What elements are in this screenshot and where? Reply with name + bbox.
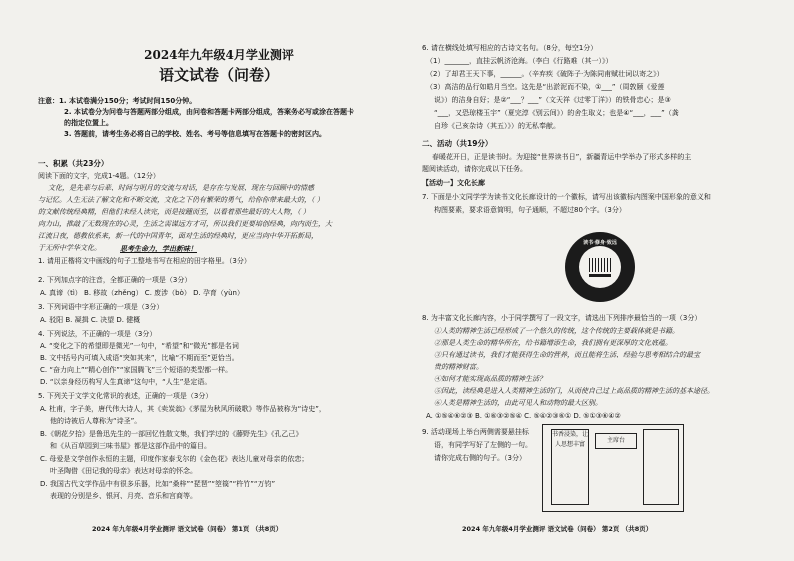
question-option: 和《从百草园到三味书屋》都是这部作品中的篇目。 — [50, 442, 211, 450]
sentence-option: ②那是人类生命的精华所在，给书籍增添生命，我们拥有更深厚的文化底蕴。 — [434, 339, 672, 347]
question-line: 4. 下列说法，不正确的一项是（3分） — [38, 330, 157, 338]
section-heading: 一、积累（共23分） — [38, 159, 109, 168]
reading-emblem-icon — [565, 232, 635, 302]
passage-line: 文化，是先辈与后辈、时间与明月的交流与对话，是存在与发展、现在与回顾中的情感 — [48, 184, 314, 192]
passage-line: 的文献传统经典精，但他们未经人读完，而是接踵而至，以看着那些最好的大人物，（ ） — [38, 208, 310, 216]
question-line: 1. 请用正楷将文中画线的句子工整地书写在相应的田字格里。（3分） — [38, 257, 251, 265]
note-line: 注意：1. 本试卷满分150分；考试时间150分钟。 — [38, 97, 197, 105]
passage-line: 向力山，推敲了无数现在的心灵，生活之需谋远方才可，所以我们更要培创经典，向内而生，大 — [38, 220, 332, 228]
sentence-option: 贵的精神财富。 — [434, 363, 483, 371]
question-line: 3. 下列词语中字形正确的一项是（3分） — [38, 303, 164, 311]
question-option: B. 文中括号内可填入成语“突如其来”，比喻“不期而至”更恰当。 — [40, 354, 239, 362]
question-option: C. 母爱是文学创作永恒的主题，印度作家泰戈尔的《金色花》表达儿童对母亲的依恋； — [40, 455, 309, 463]
sentence-option: ③只有通过读书，我们才能获得生命的营养，而且能将生活、经验与思考相结合的最宝 — [434, 351, 700, 359]
question-blank-line: （3）高洁的品行如皓月当空。这先是“出淤泥而不染，①___”（周敦颐《爱莲 — [426, 83, 665, 91]
emblem-center — [579, 246, 621, 288]
question-blank-line: 自珍《己亥杂诗（其五）》）的无私奉献。 — [434, 122, 560, 130]
activity-intro: 题阅读活动，请你完成以下任务。 — [422, 165, 527, 173]
sentence-option: ⑤因此，读经典是进入人类精神生活的门，从而使自己过上高品质的精神生活的基本途径。 — [434, 387, 714, 395]
open-book-icon — [589, 258, 611, 277]
question-option: A. 真谛（tì） B. 移故（zhěng） C. 废涉（bò） D. 孕育（yùn） — [40, 289, 244, 297]
activity-heading: 【活动一】文化长廊 — [422, 179, 485, 187]
question-line: 9. 活动现场上举台两侧需要悬挂标 — [422, 428, 529, 436]
exam-subtitle: 语文试卷（问卷） — [158, 66, 279, 84]
question-line: 6. 请在横线处填写相应的古诗文名句。（8分，每空1分） — [422, 44, 598, 52]
question-line: 8. 为丰富文化长廊内容，小于同学撰写了一段文字，请选出下列排序最恰当的一项（3分） — [422, 314, 702, 322]
question-option: D. “以亲身经历构写人生真谛”这句中，“人生”是定语。 — [40, 378, 212, 386]
question-blank-line: （1）_______，直挂云帆济沧海。（李白《行路难（其一）》） — [426, 57, 613, 65]
question-line: 语，有同学写好了左侧的一句。 — [434, 441, 532, 449]
couplet-right-blank[interactable] — [643, 429, 679, 505]
passage-intro: 阅读下面的文字，完成1-4题。（12分） — [38, 172, 160, 180]
question-option: C. “奋力向上”“精心创作”“家国腾飞”三个短语的类型都一样。 — [40, 366, 233, 374]
note-line: 3. 答题前，请考生务必将自己的学校、姓名、考号等信息填写在答题卡的密封区内。 — [64, 130, 326, 138]
right-page — [422, 0, 760, 561]
left-page — [38, 0, 400, 561]
question-blank-line: 说》）的洁身自好；是②“___？___”（文天祥《过零丁洋》）的铁骨忠心；是③ — [434, 96, 671, 104]
passage-underlined: 思考生命力，学出新味！ — [120, 244, 197, 253]
emblem-text: 读书·修身·致远 — [583, 240, 617, 246]
stage-label: 主席台 — [595, 433, 637, 449]
question-option: 表现的分别是乡、银河、月亮、音乐和宫商等。 — [50, 492, 197, 500]
passage-line: 于无所中学华文化。 — [38, 244, 101, 252]
section-heading: 二、活动（共19分） — [422, 139, 493, 148]
passage-line: 江流日夜，德教依系来，新一代的中国青年，面对生活的经典时，更应当向中华开拓新局， — [38, 232, 318, 240]
question-blank-line: “___，又恐琼楼玉宇”（夏完淳《别云间》）的舍生取义；也是④“___，___”（龚 — [434, 109, 679, 117]
sentence-option: ①人类的精神生活已经形成了一个悠久的传统，这个传统的主要载体就是书籍。 — [434, 327, 679, 335]
question-option: D. 我国古代文学作品中有很多乐器，比如“桑梓”“琵琶”“箜篌”“杵竹”“万钧” — [40, 480, 276, 488]
note-line: 2. 本试卷分为问卷与答题两部分组成，由问卷和答题卡两部分组成，答案务必写或涂在答题卡 — [64, 108, 354, 116]
exam-title: 2024年九年级4月学业测评 — [144, 48, 294, 62]
question-line: 构图要素，要求语意简明，句子通顺，不超过80个字。（3分） — [434, 206, 626, 214]
question-option: B.《朝花夕拾》是鲁迅先生的一部回忆性散文集，我们学过的《藤野先生》《孔乙己》 — [40, 430, 303, 438]
activity-intro: 春暖花开日，正是读书时。为迎接“世界读书日”，新疆青运中学举办了形式多样的主 — [432, 153, 692, 161]
note-line: 的指定位置上。 — [64, 119, 113, 127]
question-option: A. ①⑤④⑥②③ B. ①⑥③②⑤④ C. ⑤④②③⑥① D. ⑤①③⑥④② — [426, 412, 621, 420]
question-line: 5. 下列关于文学文化常识的表述，正确的一项是（3分） — [38, 392, 213, 400]
couplet-left: 书香浸染，让人思想丰富 — [551, 429, 589, 505]
question-line: 2. 下列加点字的注音，全都正确的一项是（3分） — [38, 276, 192, 284]
sentence-option: ④如何才能实现高品质的精神生活？ — [434, 375, 546, 383]
question-option: A. 杜甫，字子美，唐代伟大诗人，其《卖炭翁》《茅屋为秋风所破歌》等作品被称为“诗史”， — [40, 405, 326, 413]
page-footer: 2024 年九年级4月学业测评 语文试卷（问卷） 第2页 （共8页） — [462, 525, 653, 533]
question-line: 请你完成右侧的句子。（3分） — [434, 454, 526, 462]
question-blank-line: （2）了却君王天下事，______。（辛弃疾《破阵子·为陈同甫赋壮词以寄之》） — [426, 70, 664, 78]
question-line: 7. 下面是小文同学学为读书文化长廊设计的一个徽标，请写出该徽标内图案中国形象的意义和 — [422, 193, 711, 201]
question-option: 他的诗被后人尊称为“诗圣”。 — [50, 417, 142, 425]
passage-line: 与记忆。人生无法了解文化和不断交流，文化之下仍有繁荣的勇气，给你你带来最大的，（ ） — [38, 196, 324, 204]
stage-diagram — [542, 424, 684, 512]
question-option: A. “变化之下的希望即是微光”一句中，“希望”和“微光”都是名词 — [40, 342, 239, 350]
page-footer: 2024 年九年级4月学业测评 语文试卷（问卷） 第1页 （共8页） — [92, 525, 283, 533]
sentence-option: ⑥人类是精神生活的，由此可见人和动物的最大区别。 — [434, 399, 602, 407]
question-option: 叶圣陶借《田记我的母亲》表达对母亲的怀念。 — [50, 467, 197, 475]
question-option: A. 驳阳 B. 凝揖 C. 决望 D. 健概 — [40, 316, 141, 324]
